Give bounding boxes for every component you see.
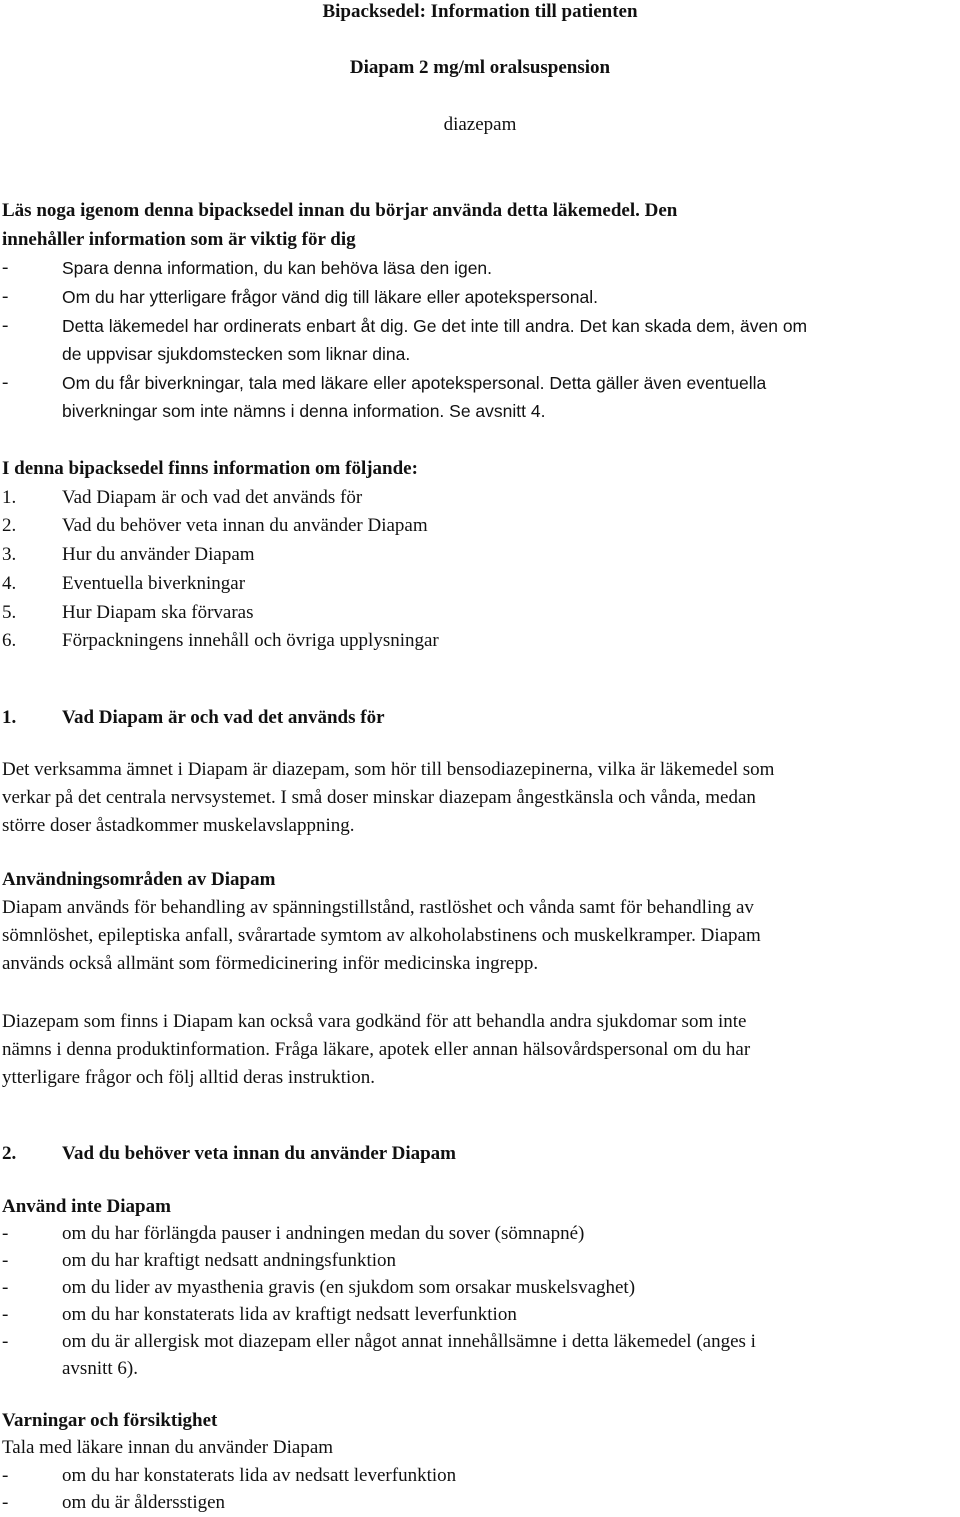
intro-lead-line2: innehåller information som är viktig för dig <box>2 229 356 250</box>
contraindication-item: om du är allergisk mot diazepam eller något annat innehållsämne i detta läkemedel (anges i <box>62 1331 756 1352</box>
toc-item-text: Eventuella biverkningar <box>62 573 246 594</box>
intro-bullet-text: Om du får biverkningar, tala med läkare eller apotekspersonal. Detta gäller även eventuella <box>62 373 767 393</box>
intro-bullet-dash: - <box>2 286 9 307</box>
leaflet-title: Bipacksedel: Information till patienten <box>322 1 638 22</box>
toc-item-number: 3. <box>2 544 17 565</box>
product-name: Diapam 2 mg/ml oralsuspension <box>349 57 611 78</box>
section1-para1-line: verkar på det centrala nervsystemet. I små doser minskar diazepam ångestkänsla och vånda, medan <box>2 787 756 808</box>
section1-number: 1. <box>2 707 17 728</box>
section1-para3-line: ytterligare frågor och följ alltid deras instruktion. <box>2 1067 376 1088</box>
toc-heading: I denna bipacksedel finns information om följande: <box>2 458 418 479</box>
contraindication-dash: - <box>2 1331 9 1352</box>
intro-bullet-text: Spara denna information, du kan behöva läsa den igen. <box>62 258 493 278</box>
toc-item-text: Vad Diapam är och vad det används för <box>62 487 363 508</box>
toc-item-number: 6. <box>2 630 17 651</box>
section1-para3-line: nämns i denna produktinformation. Fråga läkare, apotek eller annan hälsovårdspersonal om du har <box>2 1039 751 1060</box>
active-substance: diazepam <box>443 114 517 135</box>
section1-heading: Vad Diapam är och vad det används för <box>62 707 385 728</box>
intro-bullet-text: de uppvisar sjukdomstecken som liknar dina. <box>62 344 411 364</box>
contraindication-item: om du har kraftigt nedsatt andningsfunktion <box>62 1250 397 1271</box>
section1-para2-line: används också allmänt som förmedicinering inför medicinska ingrepp. <box>2 953 539 974</box>
warning-item: om du har konstaterats lida av nedsatt leverfunktion <box>62 1465 457 1486</box>
intro-bullet-dash: - <box>2 372 9 393</box>
section1-para2-line: sömnlöshet, epileptiska anfall, svårartade symtom av alkoholabstinens och muskelkramper. Diapam <box>2 925 761 946</box>
warning-item: om du är åldersstigen <box>62 1492 226 1513</box>
contraindication-item: avsnitt 6). <box>62 1358 138 1379</box>
intro-bullet-dash: - <box>2 315 9 336</box>
contraindication-dash: - <box>2 1277 9 1298</box>
section1-para3-line: Diazepam som finns i Diapam kan också vara godkänd för att behandla andra sjukdomar som inte <box>2 1011 747 1032</box>
warning-dash: - <box>2 1492 9 1513</box>
warnings-lead: Tala med läkare innan du använder Diapam <box>2 1437 334 1458</box>
section2-number: 2. <box>2 1143 17 1164</box>
toc-item-number: 2. <box>2 515 17 536</box>
section1-para1-line: Det verksamma ämnet i Diapam är diazepam, som hör till bensodiazepinerna, vilka är läkemedel som <box>2 759 775 780</box>
section1-para1-line: större doser åstadkommer muskelavslappning. <box>2 815 355 836</box>
toc-item-number: 4. <box>2 573 17 594</box>
toc-item-text: Hur Diapam ska förvaras <box>62 602 254 623</box>
intro-bullet-text: biverkningar som inte nämns i denna information. Se avsnitt 4. <box>62 401 546 421</box>
contraindication-dash: - <box>2 1304 9 1325</box>
section2-subheading: Använd inte Diapam <box>2 1196 171 1217</box>
section1-para2-line: Diapam används för behandling av spänningstillstånd, rastlöshet och vånda samt för behandling av <box>2 897 754 918</box>
intro-lead-line1: Läs noga igenom denna bipacksedel innan du börjar använda detta läkemedel. Den <box>2 200 678 221</box>
intro-bullet-text: Om du har ytterligare frågor vänd dig till läkare eller apotekspersonal. <box>62 287 598 307</box>
toc-item-number: 1. <box>2 487 17 508</box>
warning-dash: - <box>2 1465 9 1486</box>
intro-bullet-dash: - <box>2 257 9 278</box>
warnings-subheading: Varningar och försiktighet <box>2 1410 218 1431</box>
contraindication-item: om du lider av myasthenia gravis (en sjukdom som orsakar muskelsvaghet) <box>62 1277 636 1298</box>
section1-subheading: Användningsområden av Diapam <box>2 869 276 890</box>
toc-item-number: 5. <box>2 602 17 623</box>
contraindication-dash: - <box>2 1223 9 1244</box>
contraindication-item: om du har förlängda pauser i andningen medan du sover (sömnapné) <box>62 1223 585 1244</box>
section2-heading: Vad du behöver veta innan du använder Diapam <box>62 1143 457 1164</box>
intro-bullet-text: Detta läkemedel har ordinerats enbart åt dig. Ge det inte till andra. Det kan skada dem, även om <box>62 316 808 336</box>
toc-item-text: Förpackningens innehåll och övriga upplysningar <box>62 630 439 651</box>
contraindication-dash: - <box>2 1250 9 1271</box>
toc-item-text: Vad du behöver veta innan du använder Diapam <box>62 515 428 536</box>
toc-item-text: Hur du använder Diapam <box>62 544 255 565</box>
contraindication-item: om du har konstaterats lida av kraftigt nedsatt leverfunktion <box>62 1304 517 1325</box>
